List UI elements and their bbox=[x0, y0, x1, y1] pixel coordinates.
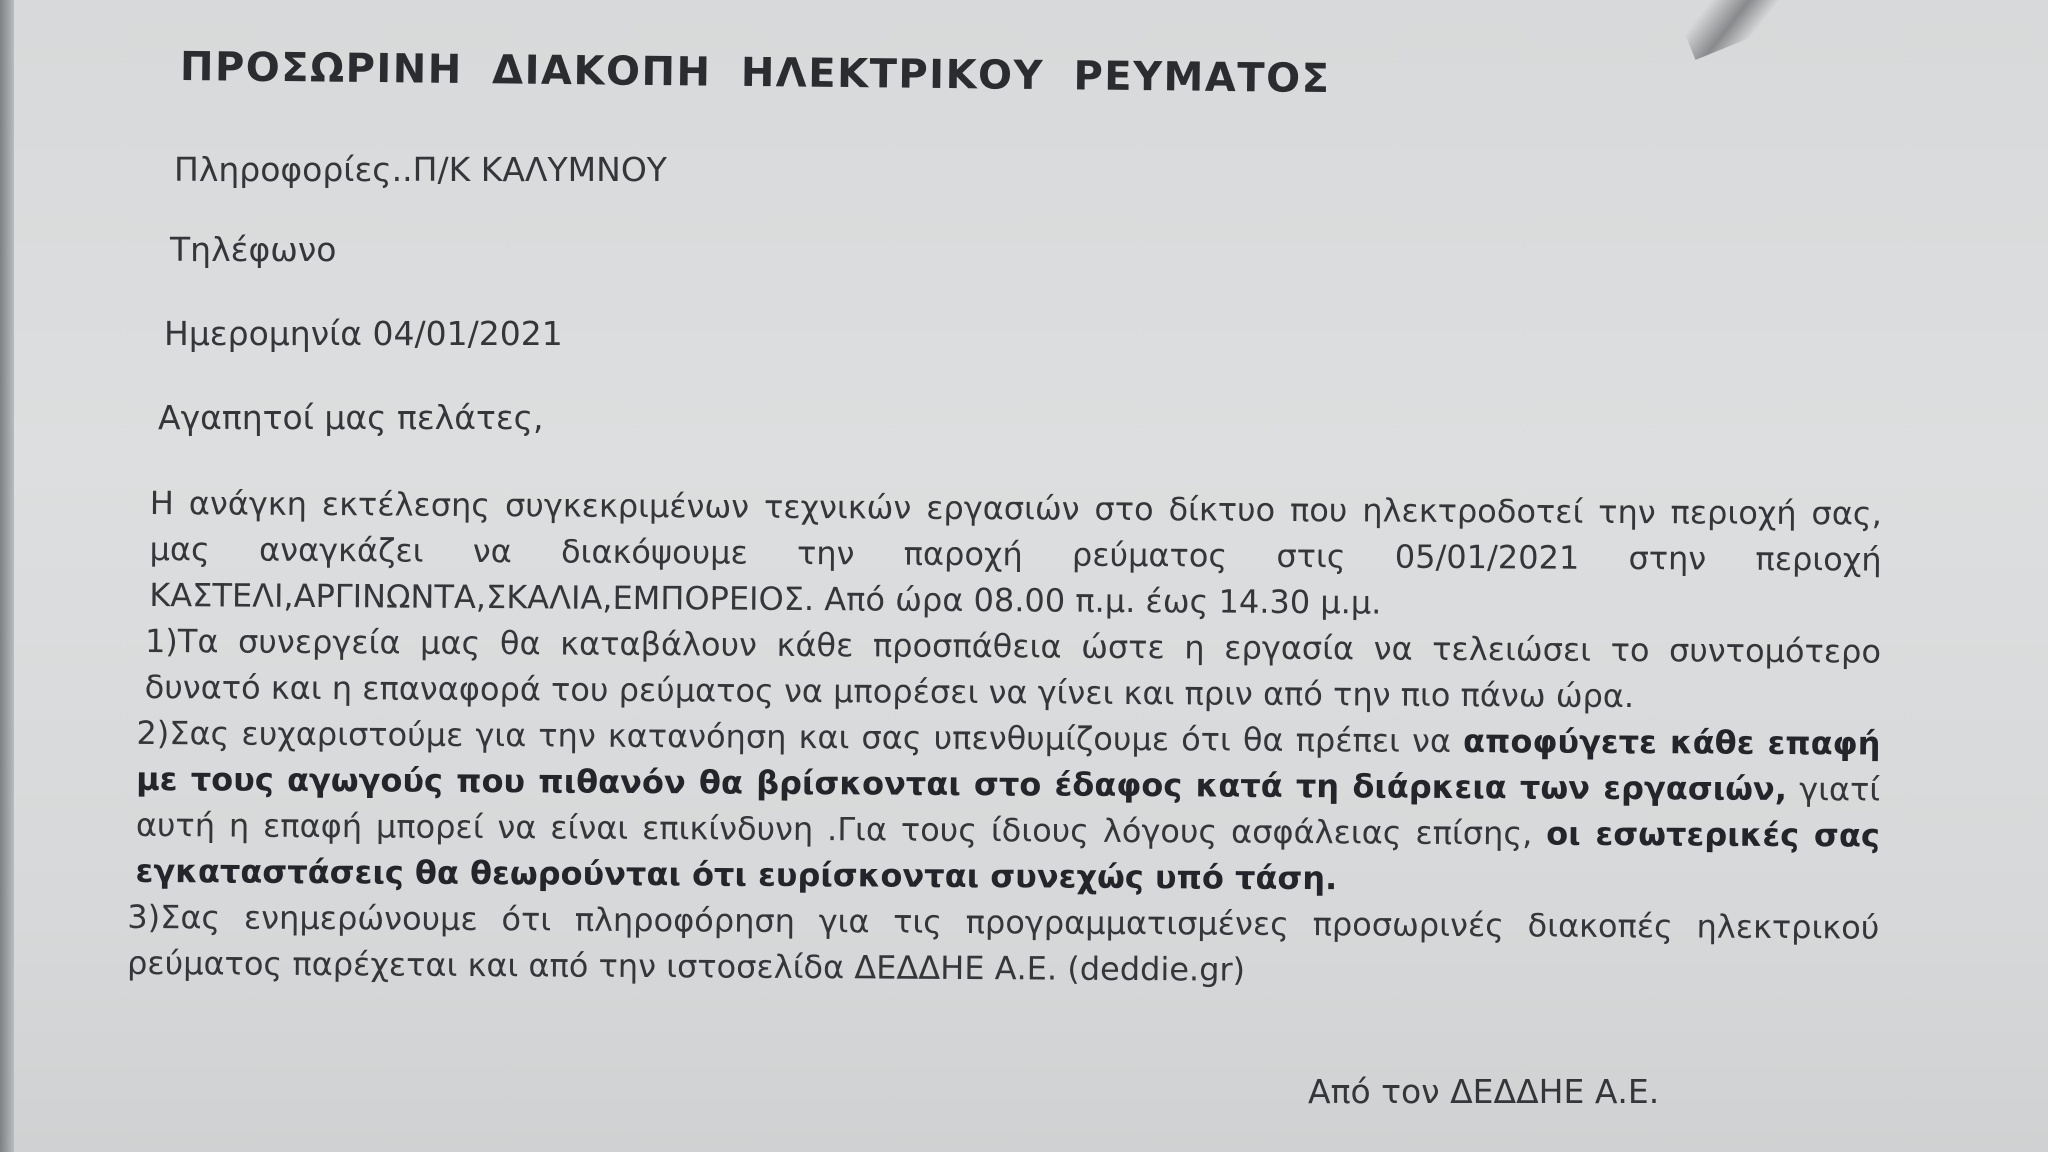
point-2-warning-installations: οι εσωτερικές σας εγκαταστάσεις θα θεωρούνται ότι ευρίσκονται συνεχώς υπό τάση. bbox=[135, 814, 1880, 898]
point-2-paragraph bbox=[135, 710, 1880, 905]
point-3-paragraph: 3)Σας ενημερώνουμε ότι πληροφόρηση για τις προγραμματισμένες προσωρινές διακοπές ηλεκτρικού ρεύματος παρέχεται και από την ιστοσελίδα ΔΕΔΔΗΕ Α.Ε. (deddie.gr) bbox=[126, 897, 1880, 989]
paper-edge-shadow bbox=[0, 0, 14, 1152]
date-line: Ημερομηνία 04/01/2021 bbox=[164, 314, 563, 353]
intro-paragraph: Η ανάγκη εκτέλεσης συγκεκριμένων τεχνικών εργασιών στο δίκτυο που ηλεκτροδοτεί την περιοχή σας, μας αναγκάζει να διακόψουμε την παροχή ρεύματος στις 05/01/2021 στην περιοχή ΚΑΣΤΕΛΙ,ΑΡΓΙΝΩΝΤΑ,ΣΚΑΛΙΑ,ΕΜΠΟΡΕΙΟΣ. Από ώρα 08.00 π.μ. έως 14.30 μ.μ. bbox=[149, 483, 1882, 622]
signature: Από τον ΔΕΔΔΗΕ Α.Ε. bbox=[1308, 1072, 1660, 1111]
greeting: Αγαπητοί μας πελάτες, bbox=[158, 398, 544, 437]
point-2-warning-contact: αποφύγετε κάθε επαφή με τους αγωγούς που πιθανόν θα βρίσκονται στο έδαφος κατά τη διάρκεια των εργασιών, bbox=[136, 722, 1881, 809]
corner-shadow bbox=[1669, 0, 1806, 60]
phone-line: Τηλέφωνο bbox=[170, 230, 337, 269]
notice-title: ΠΡΟΣΩΡΙΝΗ ΔΙΑΚΟΠΗ ΗΛΕΚΤΡΙΚΟΥ ΡΕΥΜΑΤΟΣ bbox=[179, 44, 1331, 103]
point-2-text-b: γιατί αυτή η επαφή μπορεί να είναι επικίνδυνη .Για τους ίδιους λόγους ασφάλειας επίσης, bbox=[135, 770, 1881, 853]
point-1-paragraph: 1)Τα συνεργεία μας θα καταβάλουν κάθε προσπάθεια ώστε η εργασία να τελειώσει το συντομότερο δυνατό και η επαναφορά του ρεύματος να μπορέσει να γίνει και πριν από την πιο πάνω ώρα. bbox=[144, 621, 1882, 716]
notice-body bbox=[126, 480, 1882, 997]
point-2-text-a: 2)Σας ευχαριστούμε για την κατανόηση και σας υπενθυμίζουμε ότι θα πρέπει να bbox=[136, 713, 1464, 761]
info-line: Πληροφορίες..Π/Κ ΚΑΛΥΜΝΟΥ bbox=[174, 150, 667, 189]
